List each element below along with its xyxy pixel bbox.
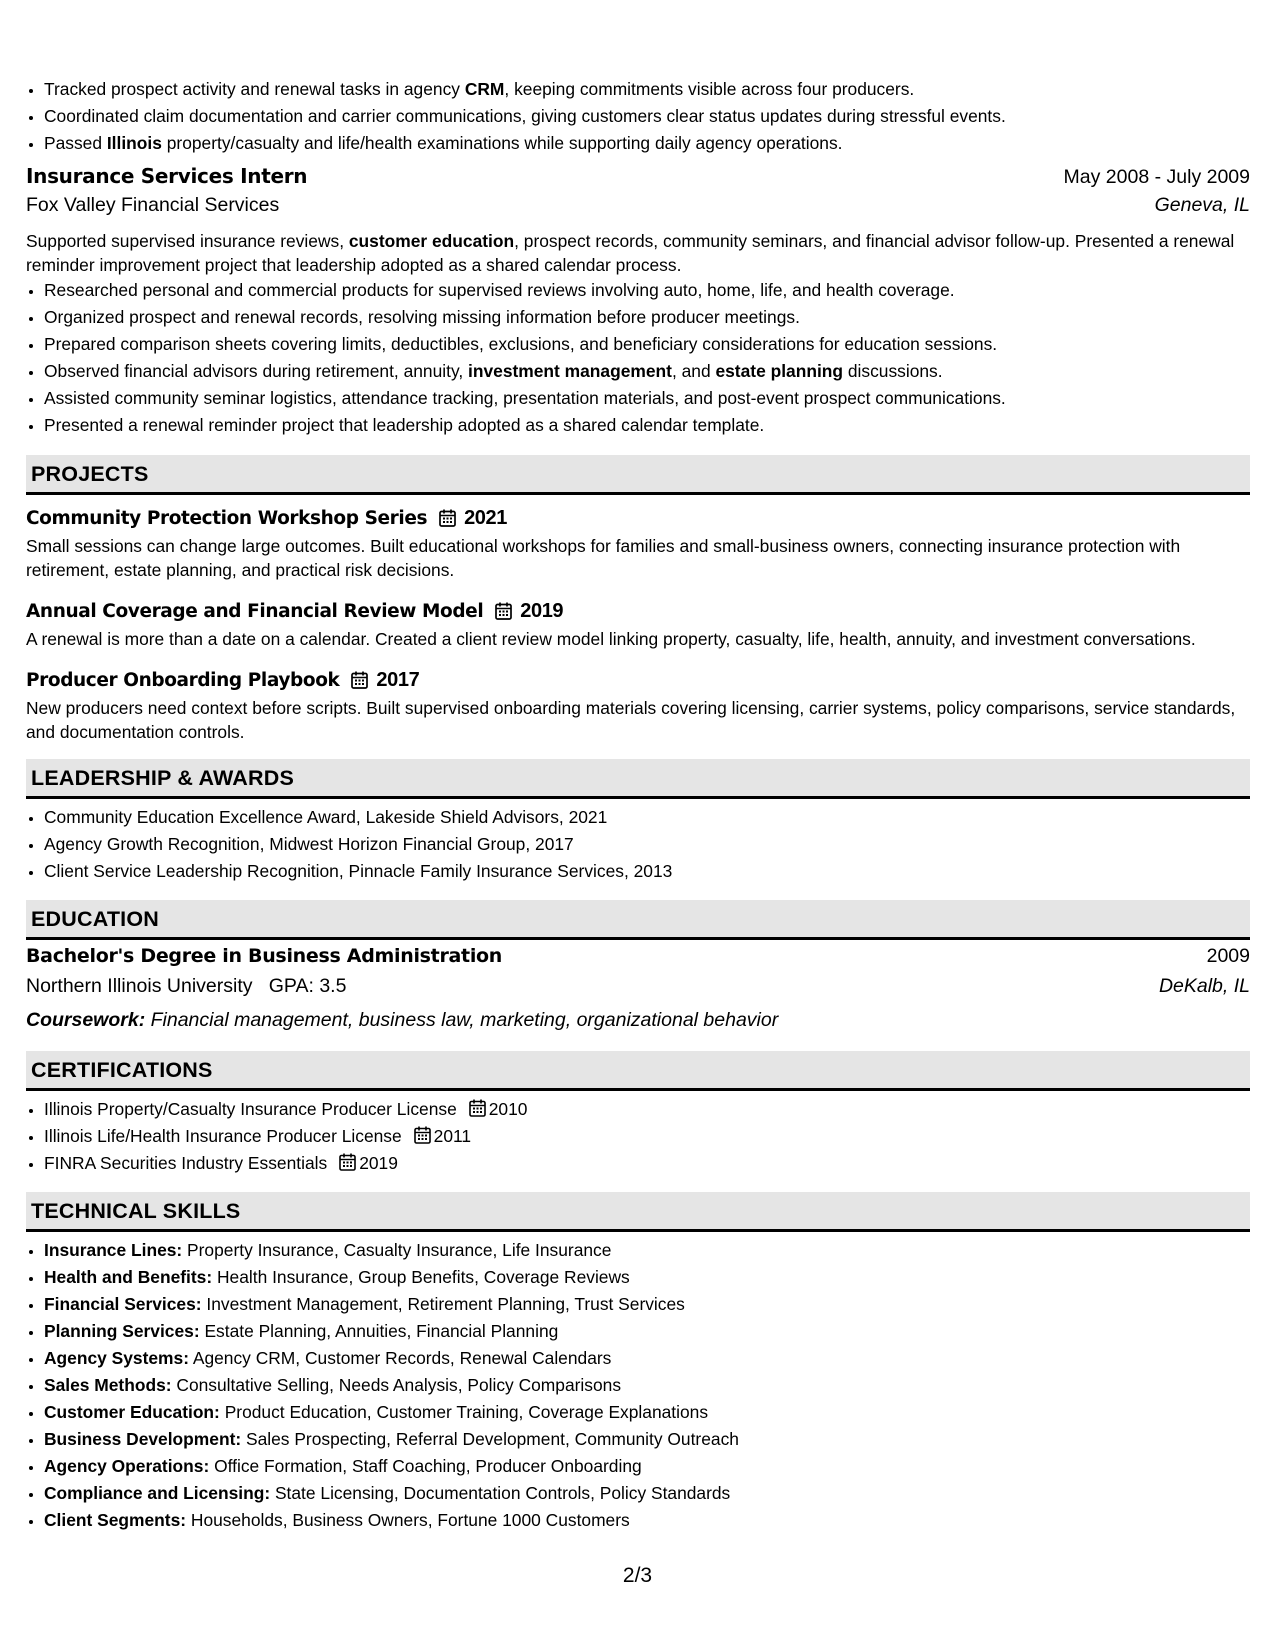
job-entry xyxy=(26,164,1250,439)
job-bullets xyxy=(26,277,1250,439)
project-entry xyxy=(26,665,1250,744)
job-company-row xyxy=(26,194,1250,226)
skills-list xyxy=(26,1237,1250,1534)
project-header xyxy=(26,503,1250,533)
project-title: Producer Onboarding Playbook xyxy=(26,669,340,691)
list-item: • Client Segments: Households, Business Owners, Fortune 1000 Customers xyxy=(44,1507,1250,1534)
project-title: Annual Coverage and Financial Review Model xyxy=(26,600,484,622)
project-header xyxy=(26,596,1250,626)
job-company: Fox Valley Financial Services xyxy=(26,194,280,216)
list-item: • Community Education Excellence Award, Lakeside Shield Advisors, 2021 xyxy=(44,804,1250,831)
list-item: • Compliance and Licensing: State Licensing, Documentation Controls, Policy Standards xyxy=(44,1480,1250,1507)
certification-year: 2011 xyxy=(433,1126,472,1146)
list-item: • Agency Growth Recognition, Midwest Horizon Financial Group, 2017 xyxy=(44,831,1250,858)
job-title: Insurance Services Intern xyxy=(26,164,308,188)
certifications-list xyxy=(26,1096,1250,1177)
project-title: Community Protection Workshop Series xyxy=(26,507,428,529)
list-item: • Customer Education: Product Education, Customer Training, Coverage Explanations xyxy=(44,1399,1250,1426)
list-item xyxy=(44,1150,1250,1177)
section-heading-projects: PROJECTS xyxy=(26,455,1250,495)
certification-name: FINRA Securities Industry Essentials xyxy=(44,1153,328,1173)
certification-year: 2019 xyxy=(359,1153,398,1173)
list-item: • Agency Systems: Agency CRM, Customer Records, Renewal Calendars xyxy=(44,1345,1250,1372)
list-item: • Planning Services: Estate Planning, Annuities, Financial Planning xyxy=(44,1318,1250,1345)
list-item: • Insurance Lines: Property Insurance, Casualty Insurance, Life Insurance xyxy=(44,1237,1250,1264)
calendar-icon xyxy=(495,602,512,620)
school-name: Northern Illinois University xyxy=(26,975,253,997)
list-item: • Tracked prospect activity and renewal tasks in agency CRM, keeping commitments visible across four producers. xyxy=(44,76,1250,103)
calendar-icon xyxy=(469,1099,486,1117)
project-year: 2017 xyxy=(376,668,420,691)
job-location: Geneva, IL xyxy=(1154,194,1250,216)
calendar-icon xyxy=(351,671,368,689)
project-year: 2019 xyxy=(520,599,564,622)
section-heading-certifications: CERTIFICATIONS xyxy=(26,1051,1250,1091)
calendar-icon xyxy=(439,509,456,527)
project-header xyxy=(26,665,1250,695)
project-description: A renewal is more than a date on a calendar. Created a client review model linking property, casualty, life, health, annuity, and investment conversations. xyxy=(26,629,1196,649)
coursework xyxy=(26,1005,1250,1035)
school-location: DeKalb, IL xyxy=(1158,975,1250,997)
project-year: 2021 xyxy=(464,506,507,529)
job-summary: Supported supervised insurance reviews, customer education, prospect records, community seminars, and financial advisor follow-up. Presented a renewal reminder improvement project that leadership adopted as a shared calendar process. xyxy=(26,231,1235,275)
education-entry xyxy=(26,945,1250,1035)
coursework-label: Coursework: xyxy=(26,1009,146,1031)
school-line xyxy=(26,975,346,998)
list-item: • Assisted community seminar logistics, attendance tracking, presentation materials, and post-event prospect communications. xyxy=(44,385,1250,412)
degree: Bachelor's Degree in Business Administration xyxy=(26,945,503,967)
certification-year: 2010 xyxy=(488,1099,528,1119)
project-entry xyxy=(26,503,1250,582)
section-heading-technical-skills: TECHNICAL SKILLS xyxy=(26,1192,1250,1232)
list-item: • Health and Benefits: Health Insurance, Group Benefits, Coverage Reviews xyxy=(44,1264,1250,1291)
list-item: • Client Service Leadership Recognition, Pinnacle Family Insurance Services, 2013 xyxy=(44,858,1250,885)
education-school-row xyxy=(26,975,1250,1005)
certification-name: Illinois Life/Health Insurance Producer License xyxy=(44,1126,402,1146)
list-item: • Observed financial advisors during retirement, annuity, investment management, and estate planning discussions. xyxy=(44,358,1250,385)
job-dates: May 2008 - July 2009 xyxy=(1063,166,1250,188)
list-item: • Passed Illinois property/casualty and life/health examinations while supporting daily agency operations. xyxy=(44,130,1250,157)
certification-name: Illinois Property/Casualty Insurance Producer License xyxy=(44,1099,457,1119)
list-item xyxy=(44,1096,1250,1123)
list-item: • Researched personal and commercial products for supervised reviews involving auto, home, life, and health coverage. xyxy=(44,277,1250,304)
coursework-text: Financial management, business law, marketing, organizational behavior xyxy=(145,1009,779,1031)
list-item xyxy=(44,1123,1250,1150)
previous-job-bullets xyxy=(26,76,1250,157)
list-item: • Sales Methods: Consultative Selling, Needs Analysis, Policy Comparisons xyxy=(44,1372,1250,1399)
graduation-year: 2009 xyxy=(1206,945,1250,967)
list-item: • Financial Services: Investment Management, Retirement Planning, Trust Services xyxy=(44,1291,1250,1318)
list-item: • Business Development: Sales Prospecting, Referral Development, Community Outreach xyxy=(44,1426,1250,1453)
page-number: 2/3 xyxy=(622,1564,653,1587)
job-header xyxy=(26,164,1250,194)
project-description: Small sessions can change large outcomes. Built educational workshops for families and small-business owners, connecting insurance protection with retirement, estate planning, and practical risk decisions. xyxy=(26,536,1181,580)
calendar-icon xyxy=(414,1126,431,1144)
section-heading-leadership: LEADERSHIP & AWARDS xyxy=(26,759,1250,799)
project-entry xyxy=(26,596,1250,651)
project-description: New producers need context before scripts. Built supervised onboarding materials covering licensing, carrier systems, policy comparisons, service standards, and documentation controls. xyxy=(26,698,1236,742)
section-heading-education: EDUCATION xyxy=(26,900,1250,940)
awards-list xyxy=(26,804,1250,885)
list-item: • Prepared comparison sheets covering limits, deductibles, exclusions, and beneficiary considerations for education sessions. xyxy=(44,331,1250,358)
list-item: • Coordinated claim documentation and carrier communications, giving customers clear status updates during stressful events. xyxy=(44,103,1250,130)
calendar-icon xyxy=(339,1153,356,1171)
gpa: GPA: 3.5 xyxy=(268,975,347,997)
resume-page xyxy=(26,0,1250,1534)
list-item: • Agency Operations: Office Formation, Staff Coaching, Producer Onboarding xyxy=(44,1453,1250,1480)
list-item: • Presented a renewal reminder project that leadership adopted as a shared calendar template. xyxy=(44,412,1250,439)
list-item: • Organized prospect and renewal records, resolving missing information before producer meetings. xyxy=(44,304,1250,331)
education-header xyxy=(26,945,1250,975)
